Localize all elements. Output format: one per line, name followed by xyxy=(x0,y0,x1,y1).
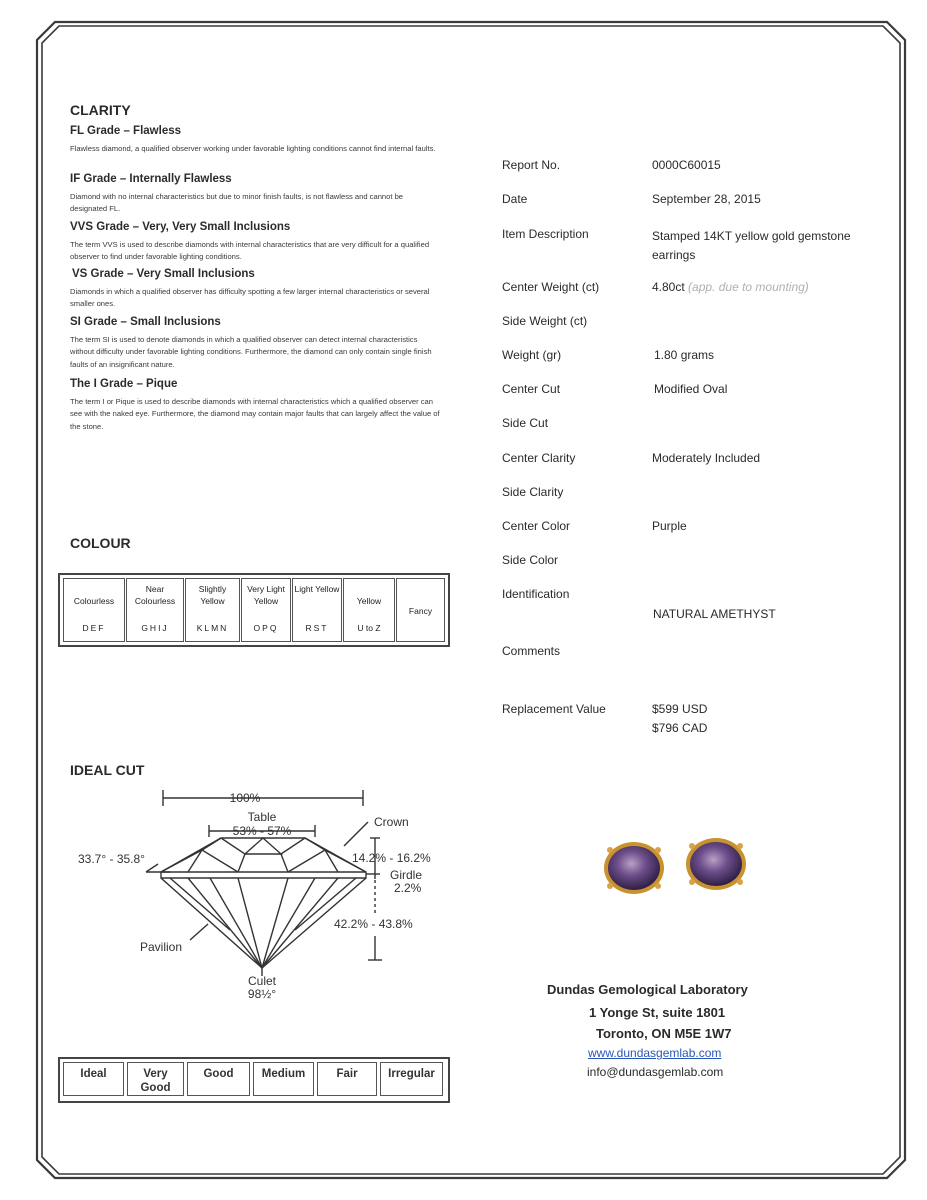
report-value: Moderately Included xyxy=(652,451,761,465)
colour-cell xyxy=(126,578,184,642)
diamond-cut-diagram xyxy=(70,780,450,1010)
grade-i-title: The I Grade – Pique xyxy=(70,378,178,390)
cut-width-label: 100% xyxy=(229,791,261,805)
report-value: NATURAL AMETHYST xyxy=(653,607,776,621)
grade-fl-title: FL Grade – Flawless xyxy=(70,125,182,137)
report-label: Center Cut xyxy=(502,382,561,396)
colour-grades: DEF xyxy=(82,623,106,633)
cut-grade-cell: Irregular xyxy=(380,1062,443,1096)
cut-grade-table xyxy=(58,1057,450,1103)
colour-grades: GHIJ xyxy=(141,623,169,633)
cut-culet-label: Culet xyxy=(247,974,277,988)
report-label: Report No. xyxy=(502,158,561,172)
report-label: Side Weight (ct) xyxy=(502,314,588,328)
colour-name: Yellow xyxy=(356,596,382,606)
lab-website-link[interactable]: www.dundasgemlab.com xyxy=(588,1046,722,1060)
report-label: Identification xyxy=(502,587,570,601)
cut-girdle-label: Girdle xyxy=(390,868,423,882)
cut-pavilion-depth: 42.2% - 43.8% xyxy=(334,917,413,931)
report-label: Center Clarity xyxy=(502,451,576,465)
report-label: Comments xyxy=(502,644,561,658)
report-label: Item Description xyxy=(502,227,589,241)
report-value: 1.80 grams xyxy=(654,348,715,362)
colour-title: COLOUR xyxy=(70,535,131,551)
cut-pavilion-label: Pavilion xyxy=(140,940,183,954)
earring-left xyxy=(604,842,664,894)
colour-grades: OPQ xyxy=(253,623,279,633)
cut-table-label: Table xyxy=(247,810,277,824)
colour-grades: KLMN xyxy=(196,623,229,633)
grade-if-title: IF Grade – Internally Flawless xyxy=(70,173,232,185)
report-label: Center Color xyxy=(502,519,571,533)
lab-name: Dundas Gemological Laboratory xyxy=(547,982,748,997)
colour-cell xyxy=(241,578,291,642)
colour-grades: RST xyxy=(305,623,329,633)
cut-girdle-pct: 2.2% xyxy=(394,881,422,895)
cut-grade-cell: Medium xyxy=(253,1062,314,1096)
report-value-line xyxy=(652,280,809,294)
report-label: Side Color xyxy=(502,553,559,567)
cut-grade-cell: Very Good xyxy=(127,1062,184,1096)
colour-cell xyxy=(63,578,125,642)
colour-cell xyxy=(292,578,342,642)
colour-cell xyxy=(185,578,240,642)
report-label: Weight (gr) xyxy=(502,348,562,362)
grade-vs-desc: Diamonds in which a qualified observer has difficulty spotting a few larger internal characteristics or several smaller ones. xyxy=(70,287,430,309)
colour-name: Near Colourless xyxy=(134,584,176,606)
colour-cell xyxy=(396,578,445,642)
cut-culet-angle: 98½° xyxy=(247,987,277,1001)
report-label: Replacement Value xyxy=(502,702,606,716)
lab-address-line1: 1 Yonge St, suite 1801 xyxy=(589,1005,726,1020)
lab-email: info@dundasgemlab.com xyxy=(587,1065,724,1079)
colour-name: Very Light Yellow xyxy=(247,584,285,606)
colour-name: Colourless xyxy=(73,596,115,606)
grade-i-desc: The term I or Pique is used to describe diamonds with internal characteristics which a qualified observer can see with the naked eye. Furthermore, the diamond may contain major faults that can largely affect the value of the stone. xyxy=(70,397,440,431)
grade-vvs-title: VVS Grade – Very, Very Small Inclusions xyxy=(70,221,291,233)
report-value-note: (app. due to mounting) xyxy=(688,280,809,294)
colour-name: Fancy xyxy=(408,606,433,616)
report-value: 0000C60015 xyxy=(652,158,721,172)
report-value: 4.80ct xyxy=(652,280,685,294)
colour-name: Slightly Yellow xyxy=(198,584,227,606)
grade-fl-desc: Flawless diamond, a qualified observer working under favorable lighting conditions cannot find internal faults. xyxy=(70,144,436,153)
report-value: $599 USD xyxy=(652,702,708,716)
ideal-cut-title: IDEAL CUT xyxy=(70,762,145,778)
colour-cell xyxy=(343,578,395,642)
report-label: Side Clarity xyxy=(502,485,564,499)
lab-address-line2: Toronto, ON M5E 1W7 xyxy=(596,1026,732,1041)
cut-grade-cell: Good xyxy=(187,1062,250,1096)
report-label: Side Cut xyxy=(502,416,549,430)
report-value: September 28, 2015 xyxy=(652,192,761,206)
earrings-photo xyxy=(576,820,776,910)
grade-vvs-desc: The term VVS is used to describe diamonds with internal characteristics that are very difficult for a qualified observer to find under favorable lighting conditions. xyxy=(70,240,430,262)
cut-grade-cell: Fair xyxy=(317,1062,377,1096)
cut-table-range: 53% - 57% xyxy=(232,824,292,838)
grade-if-desc: Diamond with no internal characteristics but due to minor finish faults, is not flawless and cannot be designated FL. xyxy=(70,192,404,214)
grade-vs-title: VS Grade – Very Small Inclusions xyxy=(72,268,255,280)
report-value-2: $796 CAD xyxy=(652,721,708,735)
colour-name: Light Yellow xyxy=(294,584,340,594)
colour-grades: U to Z xyxy=(357,623,381,633)
report-value: Modified Oval xyxy=(654,382,728,396)
grade-si-desc: The term SI is used to denote diamonds in which a qualified observer can detect internal characteristics without difficulty under favorable lighting conditions. Furthermore, the diamond can only contain single finish faults of an insignificant nature. xyxy=(70,335,432,369)
colour-scale-table xyxy=(58,573,450,647)
report-label: Date xyxy=(502,192,528,206)
report-value: Purple xyxy=(652,519,687,533)
cut-grade-cell: Ideal xyxy=(63,1062,124,1096)
cut-crown-label: Crown xyxy=(374,815,409,829)
grade-si-title: SI Grade – Small Inclusions xyxy=(70,316,221,328)
earring-right xyxy=(686,838,746,890)
cut-crown-height: 14.2% - 16.2% xyxy=(352,851,431,865)
report-value: Stamped 14KT yellow gold gemstone earrings xyxy=(652,229,851,262)
clarity-title: CLARITY xyxy=(70,102,131,118)
report-label: Center Weight (ct) xyxy=(502,280,600,294)
cut-crown-angle: 33.7° - 35.8° xyxy=(78,852,145,866)
